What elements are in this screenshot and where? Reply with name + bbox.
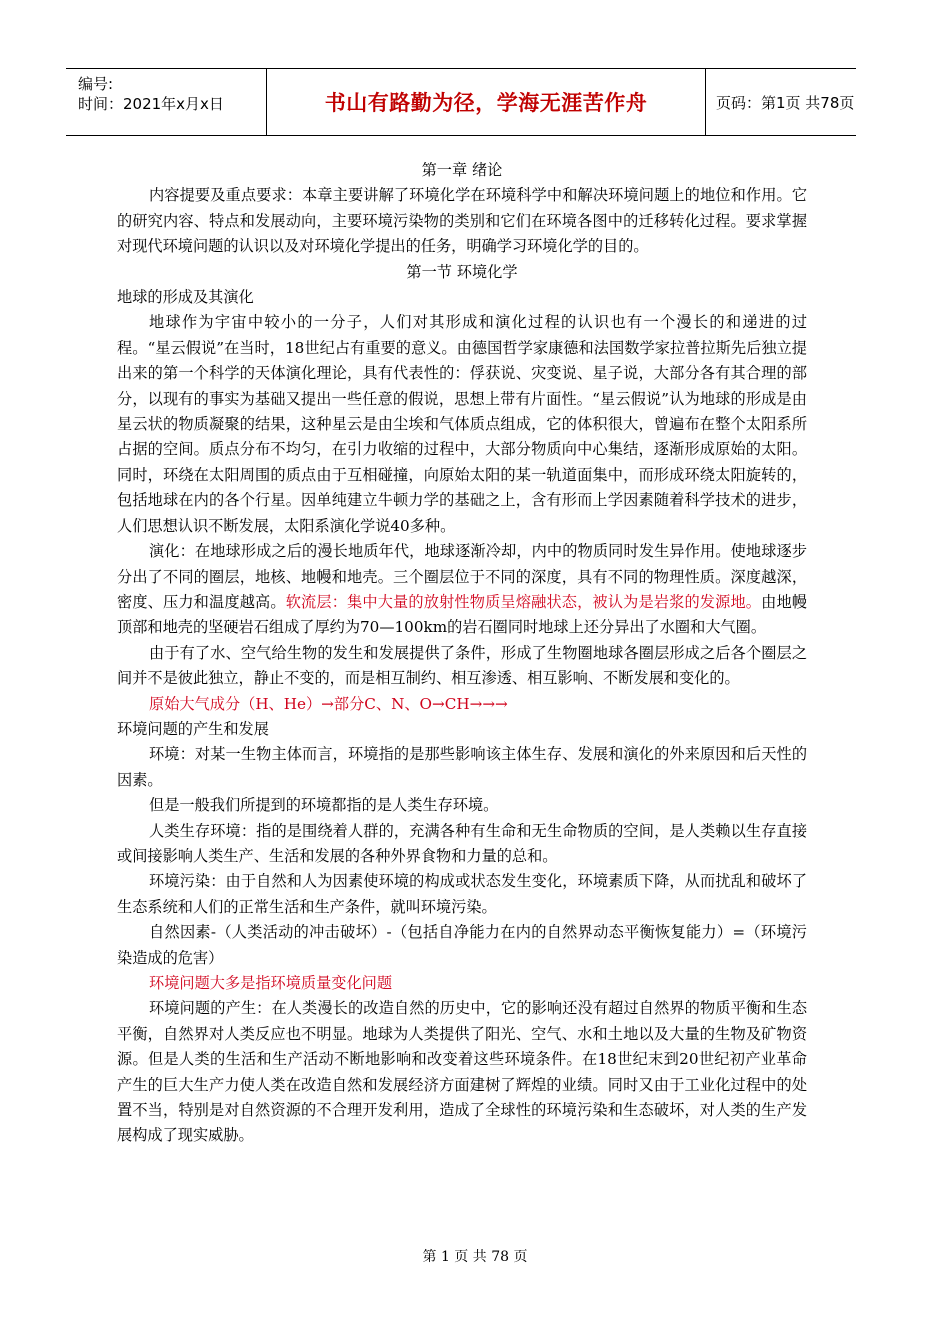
subheading-environment-problems: 环境问题的产生和发展 [117, 719, 269, 738]
evolution-text-part1: 演化：在地球形成之后的漫长地质年代，地球逐渐冷却，内中的物质同时发生异作用。使地球逐步分出了不同的圈层，地核、地幔和地壳。三个圈层位于不同的深度，具有不同的物理性质。深度越深，密度、压力和温度越高。 [117, 542, 807, 611]
paragraph-problem-origin: 环境问题的产生：在人类漫长的改造自然的历史中，它的影响还没有超过自然界的物质平衡和生态平衡，自然界对人类反应也不明显。地球为人类提供了阳光、空气、水和土地以及大量的生物及矿物资源。但是人类的生活和生产活动不断地影响和改变着这些环境条件。在18世纪末到20世纪初产业革命产生的巨大生产力使人类在改造自然和发展经济方面建树了辉煌的业绩。同时又由于工业化过程中的处置不当，特别是对自然资源的不合理开发利用，造成了全球性的环境污染和生态破坏，对人类的生产发展构成了现实威胁。 [117, 999, 807, 1145]
header-meta-cell [66, 69, 266, 135]
paragraph-evolution [117, 539, 807, 641]
paragraph-human-environment: 人类生存环境：指的是围绕着人群的，充满各种有生命和无生命物质的空间，是人类赖以生存直接或间接影响人类生产、生活和发展的各种外界食物和力量的总和。 [117, 821, 807, 865]
header-page-number: 页码：第1页 共78页 [716, 93, 855, 112]
primitive-atmosphere-note: 原始大气成分（H、He）→部分C、N、O→CH→→→ [149, 694, 508, 713]
document-number-label: 编号: [78, 75, 114, 93]
page-header [66, 68, 856, 136]
paragraph-formula: 自然因素-（人类活动的冲击破坏）-（包括自净能力在内的自然界动态平衡恢复能力）=（环境污染造成的危害） [117, 923, 807, 967]
evolution-text-part2: 由地幔顶部和地壳的坚硬岩石组成了厚约为70—100km的岩石圈同时地球上还分异出了水圈和大气圈。 [117, 592, 808, 637]
asthenosphere-highlight: 软流层：集中大量的放射性物质呈熔融状态，被认为是岩浆的发源地。 [285, 592, 762, 611]
paragraph-pollution: 环境污染：由于自然和人为因素使环境的构成或状态发生变化，环境素质下降，从而扰乱和破坏了生态系统和人们的正常生活和生产条件，就叫环境污染。 [117, 872, 807, 916]
paragraph-earth-formation: 地球作为宇宙中较小的一分子，人们对其形成和演化过程的认识也有一个漫长的和递进的过程。“星云假说”在当时，18世纪占有重要的意义。由德国哲学家康德和法国数学家拉普拉斯先后独立提出来的第一个科学的天体演化理论，具有代表性的：俘获说、灾变说、星子说，大部分各有其合理的部分，以现有的事实为基础又提出一些任意的假说，思想上带有片面性。“星云假说”认为地球的形成是由星云状的物质凝聚的结果，这种星云是由尘埃和气体质点组成，它的体积很大，曾遍布在整个太阳系所占据的空间。质点分布不均匀，在引力收缩的过程中，大部分物质向中心集结，逐渐形成原始的太阳。同时，环绕在太阳周围的质点由于互相碰撞，向原始太阳的某一轨道面集中，而形成环绕太阳旋转的，包括地球在内的各个行星。因单纯建立牛顿力学的基础之上，含有形而上学因素随着科学技术的进步，人们思想认识不断发展，太阳系演化学说40多种。 [117, 313, 807, 535]
chapter-title: 第一章 绪论 [421, 161, 503, 179]
subheading-earth-formation: 地球的形成及其演化 [117, 288, 254, 307]
paragraph-environment-general: 但是一般我们所提到的环境都指的是人类生存环境。 [149, 796, 499, 815]
environment-quality-note: 环境问题大多是指环境质量变化问题 [149, 974, 392, 992]
page-footer: 第 1 页 共 78 页 [422, 1249, 528, 1265]
section-title: 第一节 环境化学 [406, 262, 518, 281]
document-body [117, 158, 807, 1149]
header-motto-cell [266, 69, 706, 135]
chapter-intro: 内容提要及重点要求：本章主要讲解了环境化学在环境科学中和解决环境问题上的地位和作用。它的研究内容、特点和发展动向，主要环境污染物的类别和它们在环境各图中的迁移转化过程。要求掌握对现代环境问题的认识以及对环境化学提出的任务，明确学习环境化学的目的。 [117, 186, 807, 256]
paragraph-environment-definition: 环境：对某一生物主体而言，环境指的是那些影响该主体生存、发展和演化的外来原因和后天性的因素。 [117, 745, 807, 789]
document-time-label: 时间：2021年x月x日 [78, 95, 224, 113]
header-page-cell [706, 69, 856, 135]
paragraph-biosphere: 由于有了水、空气给生物的发生和发展提供了条件，形成了生物圈地球各圈层形成之后各个圈层之间并不是彼此独立，静止不变的，而是相互制约、相互渗透、相互影响、不断发展和变化的。 [117, 643, 807, 688]
header-motto: 书山有路勤为径，学海无涯苦作舟 [324, 91, 648, 115]
